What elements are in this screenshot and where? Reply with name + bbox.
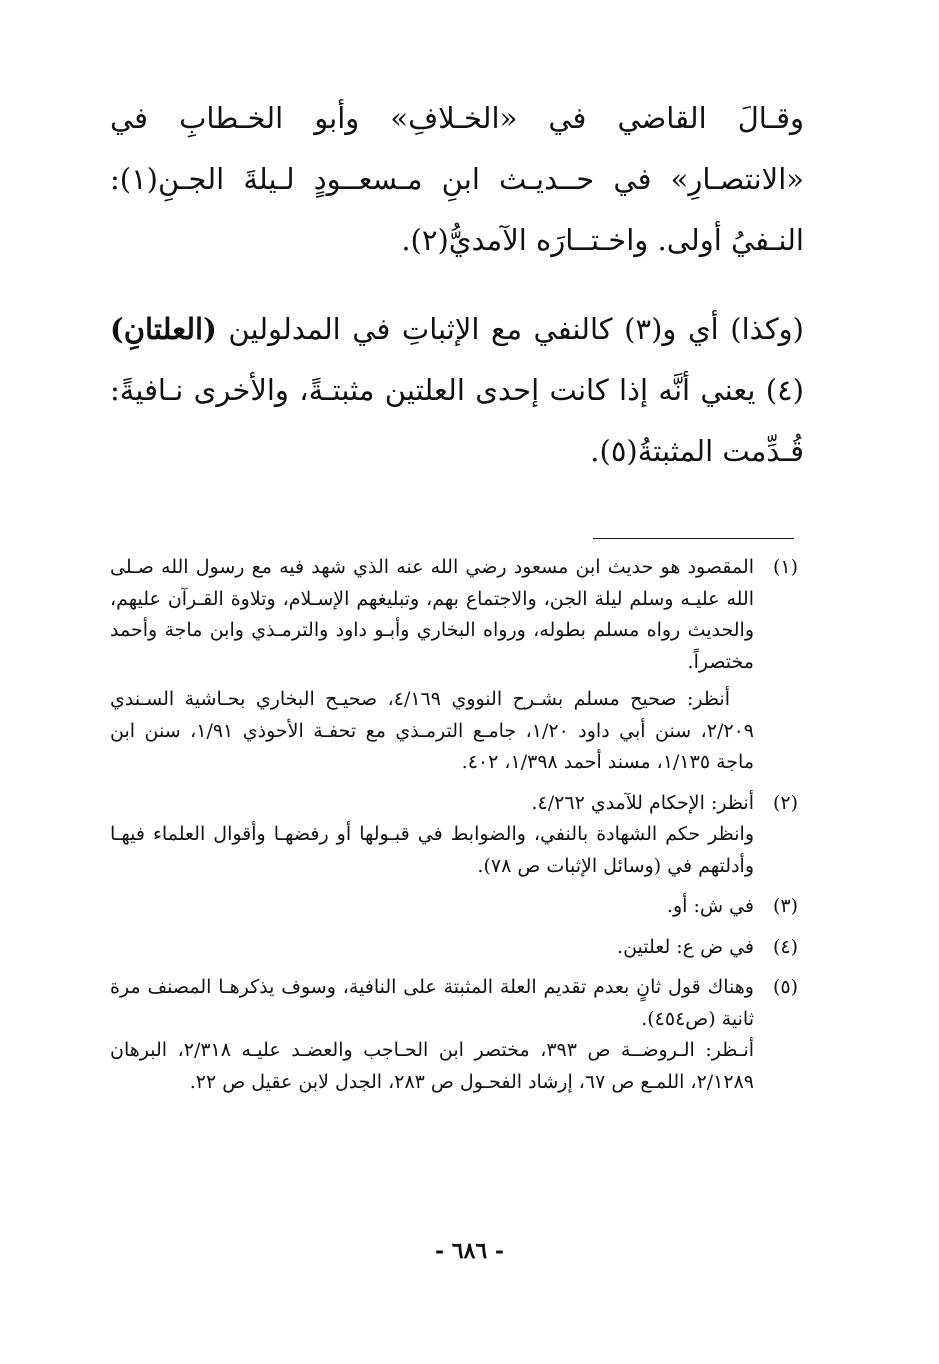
footnote-text: أنظر: الإحكام للآمدي ٤/٢٦٢. (531, 791, 754, 814)
footnote-number: (١) (772, 556, 798, 578)
paragraph-2-open: (وكذا) أي و(٣) كالنفي مع الإثباتِ في المدلولين (228, 312, 804, 346)
footnote-3 (110, 891, 798, 923)
footnote-4 (110, 932, 798, 964)
footnote-5 (110, 972, 798, 1098)
footnote-body (110, 891, 754, 923)
paragraph-2 (110, 299, 804, 482)
footnote-1 (110, 552, 798, 779)
footnote-body (110, 552, 754, 779)
footnote-text: في ض ع: لعلتين. (617, 935, 754, 958)
footnote-body (110, 932, 754, 964)
footnotes (110, 552, 798, 1107)
footnote-references: وانظر حكم الشهادة بالنفي، والضوابط في قبـولها أو رفضهـا وأقوال العلماء فيهـا وأدلتهم في (وسائل الإثبات ص ٧٨). (110, 823, 754, 877)
footnote-number: (٥) (772, 976, 798, 998)
footnote-body (110, 972, 754, 1098)
footnote-references: أنـظر: الـروضــة ص ٣٩٣، مختصر ابن الحـاجب والعضـد عليـه ٢/٣١٨، البرهان ٢/١٢٨٩، اللمـع ص ٦٧، إرشاد الفحـول ص ٢٨٣، الجدل لابن عقيل ص ٢٢. (110, 1039, 754, 1093)
footnote-number: (٣) (772, 895, 798, 917)
footnote-body (110, 788, 754, 883)
footnote-text: وهناك قول ثانٍ بعدم تقديم العلة المثبتة على النافية، وسوف يذكرهـا المصنف مرة ثانية (ص٤٥٤). (110, 976, 754, 1030)
footnote-number: (٤) (772, 935, 798, 958)
footnote-number: (٢) (772, 791, 798, 814)
footnote-references: أنظر: صحيح مسلم بشـرح النووي ٤/١٦٩، صحيـح البخاري بحـاشية السـندي ٢/٢٠٩، سنن أبي داود ١/٢٠، جامـع الترمـذي مع تحفـة الأحوذي ١/٩١، سنن ابن ماجة ١/١٣٥، مسند أحمد ١/٣٩٨، ٤٠٢. (110, 688, 754, 773)
paragraph-1: وقـالَ القاضي في «الخـلافِ» وأبو الخـطابِ في «الانتصـارِ» في حــديـث ابنِ مـسعــودٍ لـيلةَ الجـنِ(١): النـفيُ أولى. واخـتــارَه الآمديُّ(٢). (110, 101, 804, 257)
footnote-separator (593, 538, 794, 539)
paragraph-2-bold-term: (العلتانِ) (110, 312, 217, 346)
page-number: - ٦٨٦ - (434, 1238, 505, 1264)
paragraph-2-rest: (٤) يعني أنَّه إذا كانت إحدى العلتين مثبتـةً، والأخرى نـافيةً: قُـدِّمت المثبتةُ(٥). (110, 373, 804, 468)
footnote-text: المقصود هو حديث ابن مسعود رضي الله عنه الذي شهد فيه مع رسول الله صـلى الله عليـه وسلم ليلة الجن، والاجتماع بهم، وتبليغهم الإسـلام، وتلاوة القـرآن عليهم، والحديث رواه مسلم بطوله، ورواه البخاري وأبـو داود والترمـذي وابن ماجة وأحمد مختصراً. (110, 556, 754, 673)
footnote-text: في ش: أو. (666, 895, 754, 917)
footnote-2 (110, 788, 798, 883)
main-text (110, 88, 804, 482)
